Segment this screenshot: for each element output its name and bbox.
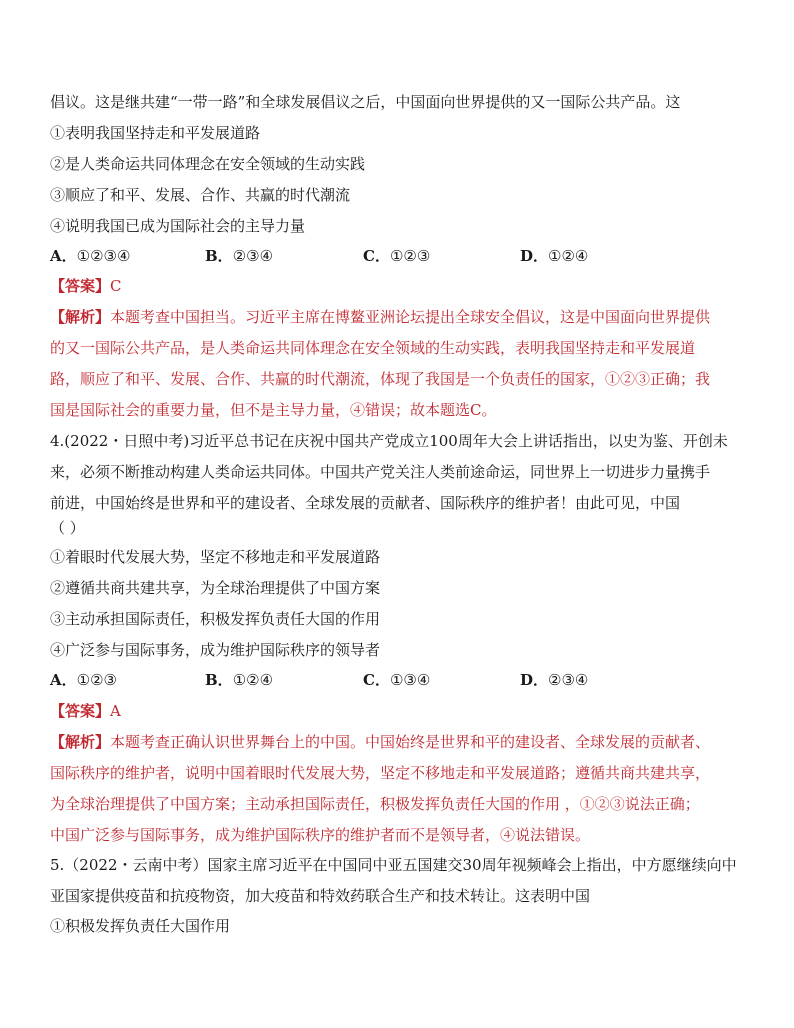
q4-item-3: ③主动承担国际责任，积极发挥负责任大国的作用 (50, 610, 381, 628)
q4-item-1: ①着眼时代发展大势，坚定不移地走和平发展道路 (50, 548, 381, 566)
q3-item-1: ①表明我国坚持走和平发展道路 (50, 124, 261, 142)
answer-tag: 【答案】 (50, 702, 111, 720)
q3-option-d: D．①②④ (520, 247, 589, 265)
q5-stem-1: 5.（2022・云南中考）国家主席习近平在中国同中亚五国建交30周年视频峰会上指出，中方愿继续向中 (50, 856, 737, 874)
q4-analysis-1: 【解析】本题考查正确认识世界舞台上的中国。中国始终是世界和平的建设者、全球发展的贡献者、 (50, 733, 711, 751)
q4-option-c: C．①③④ (363, 671, 431, 689)
q4-option-a: A．①②③ (50, 671, 117, 689)
q4-item-4: ④广泛参与国际事务，成为维护国际秩序的领导者 (50, 641, 381, 659)
q4-option-b: B．①②④ (205, 671, 274, 689)
q3-options (50, 246, 750, 266)
q4-stem-3: 前进，中国始终是世界和平的建设者、全球发展的贡献者、国际秩序的维护者！由此可见，中国 (50, 494, 681, 512)
q5-item-1: ①积极发挥负责任大国作用 (50, 917, 231, 935)
analysis-tag: 【解析】 (50, 308, 111, 326)
q4-answer-blank: （ ） (50, 519, 85, 537)
q3-stem-tail: 倡议。这是继共建“一带一路”和全球发展倡议之后，中国面向世界提供的又一国际公共产品。这 (50, 93, 681, 111)
q3-option-c: C．①②③ (363, 247, 431, 265)
q3-item-4: ④说明我国已成为国际社会的主导力量 (50, 217, 306, 235)
answer-value: C (110, 277, 122, 295)
q4-analysis-4: 中国广泛参与国际事务，成为维护国际秩序的维护者而不是领导者，④说法错误。 (50, 826, 591, 844)
q4-item-2: ②遵循共商共建共享，为全球治理提供了中国方案 (50, 579, 381, 597)
analysis-tag: 【解析】 (50, 733, 111, 751)
q3-item-2: ②是人类命运共同体理念在安全领域的生动实践 (50, 155, 366, 173)
q3-item-3: ③顺应了和平、发展、合作、共赢的时代潮流 (50, 186, 351, 204)
q4-answer (50, 701, 121, 721)
answer-value: A (110, 702, 121, 720)
q3-analysis-2: 的又一国际公共产品，是人类命运共同体理念在安全领域的生动实践，表明我国坚持走和平发展道 (50, 339, 696, 357)
q4-stem-1: 4.(2022・日照中考)习近平总书记在庆祝中国共产党成立100周年大会上讲话指出，以史为鉴、开创未 (50, 432, 728, 450)
q5-stem-2: 亚国家提供疫苗和抗疫物资，加大疫苗和特效药联合生产和技术转让。这表明中国 (50, 887, 591, 905)
q3-analysis-1: 【解析】本题考查中国担当。习近平主席在博鳌亚洲论坛提出全球安全倡议，这是中国面向世界提供 (50, 308, 711, 326)
q4-options (50, 670, 750, 690)
q4-option-d: D．②③④ (520, 671, 589, 689)
q4-stem-2: 来，必须不断推动构建人类命运共同体。中国共产党关注人类前途命运，同世界上一切进步力量携手 (50, 463, 711, 481)
q3-analysis-3: 路，顺应了和平、发展、合作、共赢的时代潮流，体现了我国是一个负责任的国家，①②③正确；我 (50, 370, 711, 388)
q4-analysis-3: 为全球治理提供了中国方案；主动承担国际责任，积极发挥负责任大国的作用 ，①②③说法正确； (50, 795, 700, 813)
q4-analysis-2: 国际秩序的维护者，说明中国着眼时代发展大势，坚定不移地走和平发展道路；遵循共商共建共享， (50, 764, 711, 782)
q3-answer (50, 276, 122, 296)
q3-option-b: B．②③④ (205, 247, 274, 265)
q3-analysis-4: 国是国际社会的重要力量，但不是主导力量，④错误；故本题选C。 (50, 401, 497, 419)
answer-tag: 【答案】 (50, 277, 111, 295)
q3-option-a: A．①②③④ (50, 247, 131, 265)
